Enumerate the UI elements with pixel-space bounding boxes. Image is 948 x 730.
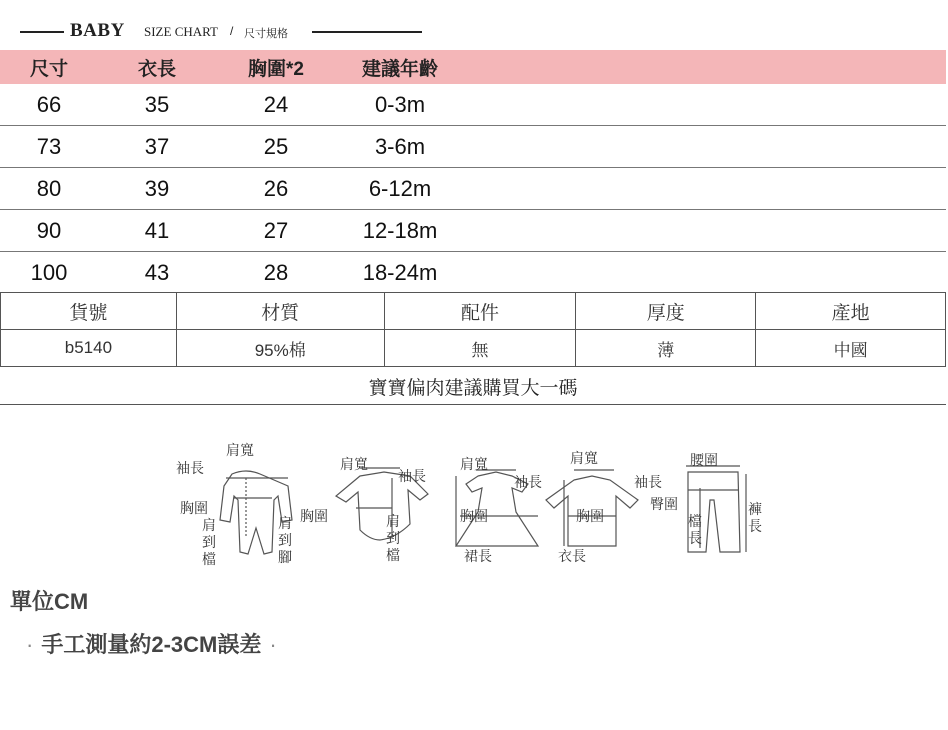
info-header-origin: 產地 xyxy=(756,293,946,330)
romper-shoulder-to-crotch-label: 肩到檔 xyxy=(202,518,216,568)
info-value-item-no: b5140 xyxy=(1,330,177,367)
cell-chest: 24 xyxy=(263,91,289,117)
product-info-table xyxy=(0,292,946,367)
column-header-size: 尺寸 xyxy=(29,58,68,80)
cell-size: 100 xyxy=(30,259,68,285)
cell-length: 35 xyxy=(144,91,170,117)
pants-crotch-label: 檔長 xyxy=(688,514,702,547)
cell-age: 12-18m xyxy=(362,217,438,243)
table-row xyxy=(0,210,946,252)
bodysuit-shoulder-to-crotch-label: 肩到檔 xyxy=(386,514,400,564)
top-chest-label: 胸圍 xyxy=(576,509,604,525)
info-header-material: 材質 xyxy=(176,293,384,330)
info-header-thickness: 厚度 xyxy=(576,293,756,330)
measurement-error-text: 手工測量約2-3CM誤差 xyxy=(41,632,262,657)
top-sleeve-label: 袖長 xyxy=(634,475,662,491)
pants-hip-label: 臀圍 xyxy=(650,497,678,513)
cell-chest: 28 xyxy=(263,259,289,285)
measurement-error-note xyxy=(18,628,285,659)
info-value-material: 95%棉 xyxy=(176,330,384,367)
cell-chest: 27 xyxy=(263,217,289,243)
cell-chest: 26 xyxy=(263,175,289,201)
cell-length: 43 xyxy=(144,259,170,285)
dress-sleeve-label: 袖長 xyxy=(514,475,542,491)
cell-length: 41 xyxy=(144,217,170,243)
cell-age: 0-3m xyxy=(374,91,426,117)
info-value-origin: 中國 xyxy=(756,330,946,367)
size-chart-header xyxy=(8,20,428,44)
pants-waist-label: 腰圍 xyxy=(690,453,718,469)
info-value-thickness: 薄 xyxy=(576,330,756,367)
cell-age: 6-12m xyxy=(368,175,432,201)
bodysuit-chest-label: 胸圍 xyxy=(300,509,328,525)
table-row xyxy=(0,252,946,293)
cell-size: 73 xyxy=(36,133,62,159)
size-table-header xyxy=(0,50,946,84)
top-shoulder-label: 肩寬 xyxy=(570,451,598,467)
info-value-accessories: 無 xyxy=(384,330,576,367)
size-table xyxy=(0,50,946,293)
dress-chest-label: 胸圍 xyxy=(460,509,488,525)
info-value-row xyxy=(1,330,946,367)
romper-shoulder-to-foot-label: 肩到腳 xyxy=(278,516,292,566)
column-header-length: 衣長 xyxy=(137,58,176,80)
header-title-cn: 尺寸規格 xyxy=(244,28,288,40)
cell-length: 39 xyxy=(144,175,170,201)
header-title-main: BABY xyxy=(70,20,125,41)
header-rule-right xyxy=(312,31,422,33)
bullet-right: · xyxy=(269,632,277,657)
dress-skirt-length-label: 裙長 xyxy=(464,549,492,565)
dress-shoulder-label: 肩寬 xyxy=(460,457,488,473)
cell-size: 80 xyxy=(36,175,62,201)
cell-size: 90 xyxy=(36,217,62,243)
romper-sleeve-label: 袖長 xyxy=(176,461,204,477)
table-row xyxy=(0,84,946,126)
cell-length: 37 xyxy=(144,133,170,159)
top-illustration xyxy=(546,470,638,546)
column-header-age: 建議年齡 xyxy=(361,58,438,80)
romper-shoulder-label: 肩寬 xyxy=(226,443,254,459)
cell-chest: 25 xyxy=(263,133,289,159)
info-header-item-no: 貨號 xyxy=(1,293,177,330)
bullet-left: · xyxy=(26,632,34,657)
info-header-row xyxy=(1,293,946,330)
bodysuit-sleeve-label: 袖長 xyxy=(398,469,426,485)
bodysuit-shoulder-label: 肩寬 xyxy=(340,457,368,473)
cell-age: 3-6m xyxy=(374,133,426,159)
info-header-accessories: 配件 xyxy=(384,293,576,330)
romper-chest-label: 胸圍 xyxy=(180,501,208,517)
table-row xyxy=(0,126,946,168)
measurement-diagram xyxy=(160,438,780,578)
sizing-advice-note: 寶寶偏肉建議購買大一碼 xyxy=(0,368,946,405)
header-separator: / xyxy=(230,24,234,38)
top-length-label: 衣長 xyxy=(558,549,586,565)
header-title-sub: SIZE CHART xyxy=(144,24,218,39)
unit-label: 單位CM xyxy=(10,589,89,614)
column-header-chest: 胸圍*2 xyxy=(248,58,304,80)
table-row xyxy=(0,168,946,210)
header-rule-left xyxy=(20,31,64,33)
cell-age: 18-24m xyxy=(362,259,438,285)
pants-length-label: 褲長 xyxy=(748,502,762,535)
cell-size: 66 xyxy=(36,91,62,117)
